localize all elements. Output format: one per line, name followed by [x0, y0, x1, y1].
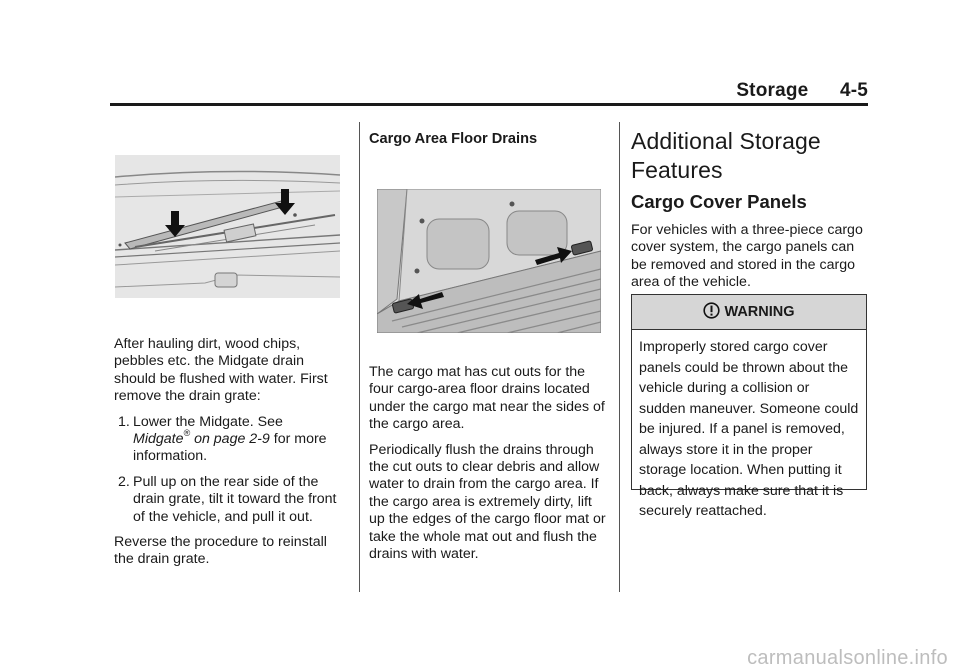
- watermark: carmanualsonline.info: [747, 647, 948, 669]
- step-text: Lower the Midgate. See: [133, 413, 283, 430]
- heading-line: Additional Storage: [631, 128, 821, 154]
- column-2: [369, 364, 607, 571]
- step-number: 2.: [118, 473, 130, 490]
- midgate-cross-reference[interactable]: [133, 428, 270, 448]
- cargo-floor-drains-illustration: [377, 189, 601, 333]
- page-header: [110, 80, 868, 102]
- heading-line: Features: [631, 157, 723, 183]
- column-3: [631, 222, 871, 300]
- registered-mark: ®: [183, 428, 191, 439]
- step-text: Pull up on the rear side of the drain grate, tilt it toward the front of the vehicle, and pull it out.: [133, 473, 337, 525]
- step-text: for more information.: [133, 431, 327, 465]
- warning-box: [631, 294, 867, 519]
- reinstall-note: Reverse the procedure to reinstall the drain grate.: [114, 534, 327, 568]
- column-divider: [359, 122, 360, 592]
- flush-drains-paragraph: Periodically flush the drains through the cut outs to clear debris and allow water to drain from the cargo area. If the cargo area is extremely dirty, lift up the edges of the cargo floor mat or take the whole mat out and flush the drains with water.: [369, 441, 606, 563]
- step-item: [114, 414, 346, 466]
- warning-title: WARNING: [724, 304, 795, 320]
- additional-storage-heading: [631, 127, 821, 185]
- warning-icon: [703, 302, 720, 323]
- section-title: Storage: [736, 80, 809, 101]
- drain-grate-steps: [114, 414, 346, 526]
- xref-page: on page 2-9: [190, 431, 270, 448]
- xref-name: Midgate: [133, 431, 184, 448]
- step-number: 1.: [118, 413, 130, 430]
- midgate-drain-illustration: [115, 155, 340, 298]
- step-item: [114, 474, 346, 526]
- column-1: [114, 336, 346, 577]
- cargo-cover-panels-heading: Cargo Cover Panels: [631, 191, 807, 212]
- column-divider: [619, 122, 620, 592]
- midgate-drain-intro: After hauling dirt, wood chips, pebbles etc. the Midgate drain should be flushed with water. First remove the drain grate:: [114, 336, 328, 405]
- page-number: 4-5: [839, 80, 868, 101]
- warning-header: [632, 295, 866, 330]
- cargo-drains-heading: Cargo Area Floor Drains: [369, 131, 538, 147]
- cargo-mat-paragraph: The cargo mat has cut outs for the four cargo-area floor drains located under the cargo mat near the sides of the cargo area.: [369, 364, 605, 433]
- warning-text: Improperly stored cargo cover panels could be thrown about the vehicle during a collision or sudden maneuver. Someone could be injured. If a panel is removed, always store it in the proper storage location. When putting it back, always make sure that it is securely reattached.: [639, 339, 859, 519]
- header-rule: [110, 103, 868, 106]
- cargo-cover-paragraph: For vehicles with a three-piece cargo cover system, the cargo panels can be removed and stored in the cargo area of the vehicle.: [631, 222, 863, 291]
